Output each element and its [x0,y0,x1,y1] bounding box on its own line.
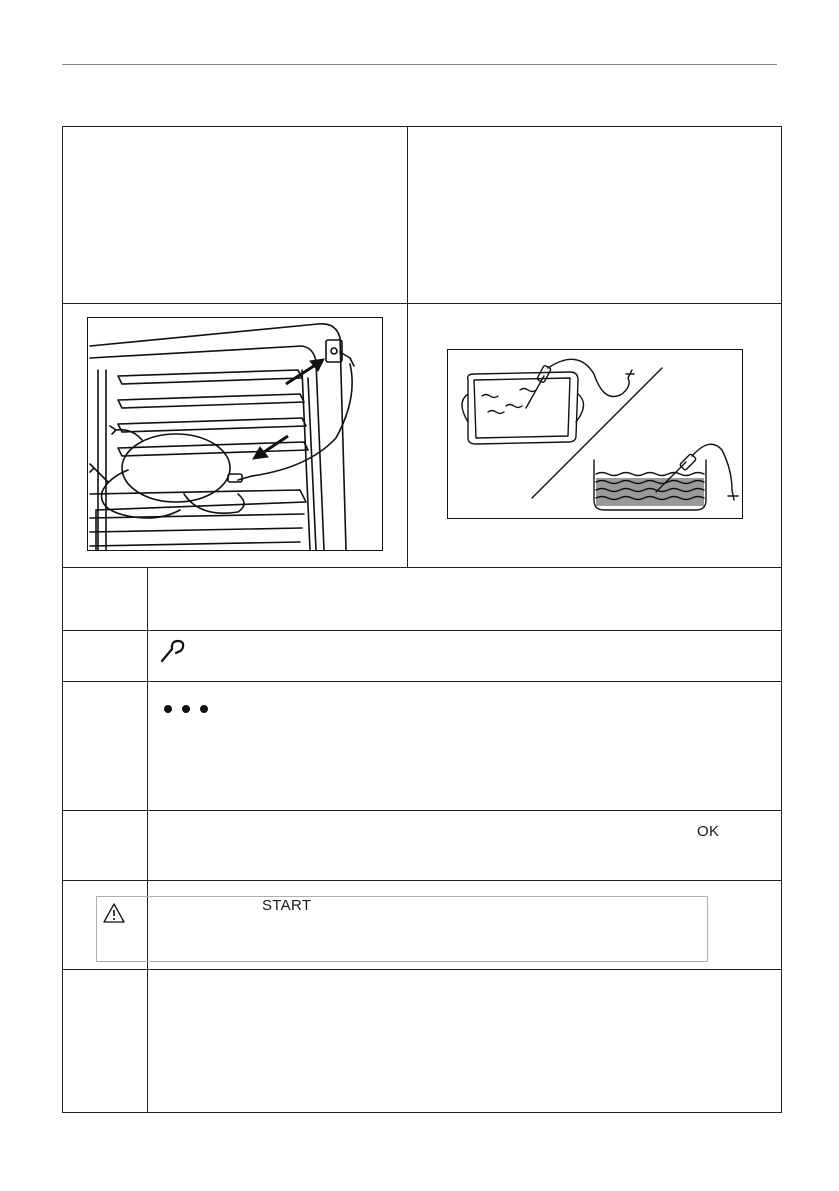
header-rule [62,64,777,65]
probe-liquid-illustration [447,349,743,519]
warning-triangle-icon [103,903,125,928]
column-divider-steps [147,567,148,1113]
oven-chicken-drawing [88,318,382,550]
row-divider [63,303,781,304]
ok-label: OK [697,823,720,840]
row-divider [63,810,781,811]
row-divider [63,969,781,970]
three-dots-icon [163,701,211,719]
instruction-table [62,126,782,1113]
warning-box [96,896,708,962]
dish-and-pot-drawing [448,350,742,518]
start-label: START [262,897,312,914]
column-divider-top [407,127,408,567]
row-divider [63,681,781,682]
row-divider [63,567,781,568]
oven-probe-illustration [87,317,383,551]
probe-icon [160,639,186,668]
row-divider [63,630,781,631]
row-divider [63,880,781,881]
